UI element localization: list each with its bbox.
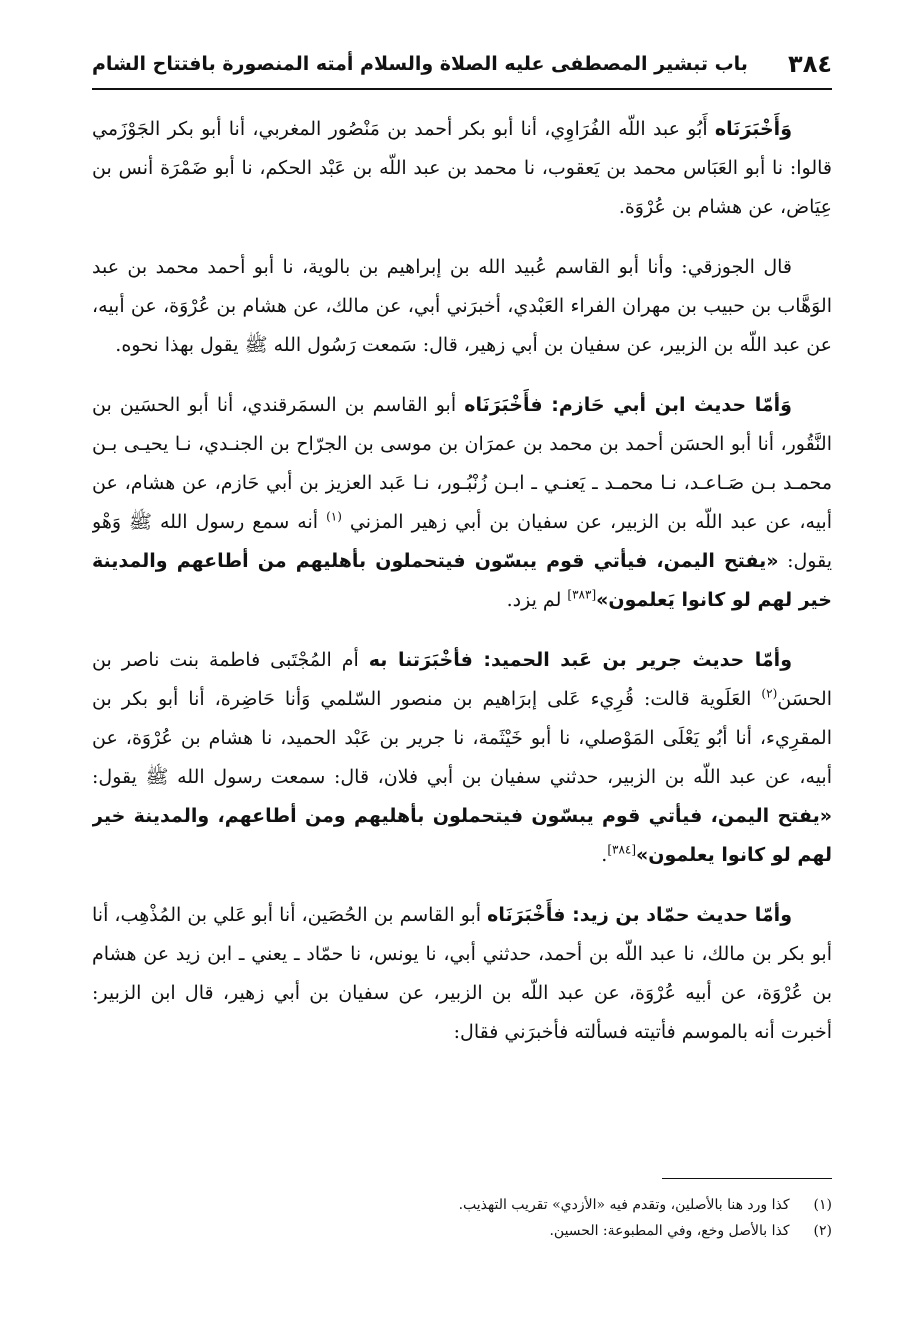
hadith-quote: «يفتح اليمن، فيأتي قوم يبسّون فيتحملون بأهليهم ومن أطاعهم، والمدينة خير لهم لو كانوا يعلمون»: [92, 805, 832, 866]
paragraph-text: أم المُجْتَبى فاطمة بنت ناصر بن الحسَن: [92, 649, 832, 710]
paragraph-5: [92, 896, 832, 1052]
main-text: [92, 110, 832, 1170]
paragraph-lead: وأمّا حديث جرير بن عَبد الحميد: فأخْبَرَتنا به: [368, 649, 793, 671]
hadith-reference: [٣٨٤]: [607, 842, 637, 857]
chapter-title: باب تبشير المصطفى عليه الصلاة والسلام أمته المنصورة بافتتاح الشام: [92, 52, 748, 75]
paragraph-text: قال الجوزقي: وأنا أبو القاسم عُبيد الله بن إبراهيم بن بالوية، نا أبو أحمد محمد بن عبد الوَهَّاب بن حبيب بن مهران الفراء العَبْدي، أخبرَني أبي، عن مالك، عن هشام بن عُرْوَة، عن أبيه، عن عبد اللّه بن الزبير، عن سفيان بن أبي زهير، قال: سَمعت رَسُول الله ﷺ يقول بهذا نحوه.: [92, 256, 832, 356]
footnote-2: [92, 1218, 832, 1244]
footnote-1: [92, 1192, 832, 1218]
paragraph-tail: .: [601, 844, 608, 866]
running-header: [92, 40, 832, 90]
footnote-number: (٢): [813, 1223, 832, 1239]
paragraph-2: [92, 248, 832, 365]
hadith-quote: «يفتح اليمن، فيأتي قوم يبسّون فيتحملون بأهليهم من أطاعهم والمدينة خير لهم لو كانوا يَعلمون»: [92, 550, 832, 611]
footnote-number: (١): [813, 1197, 832, 1213]
paragraph-text-continued: أنه سمع رسول الله ﷺ وَهْو يقول:: [92, 511, 832, 572]
paragraph-lead: وَأَخْبَرَنَاه: [714, 118, 792, 140]
paragraph-4: [92, 641, 832, 875]
paragraph-lead: وَأمّا حديث ابن أبي حَازم: فأَخْبَرَنَاه: [464, 394, 792, 416]
paragraph-text: أبو القاسم بن السمَرقندي، أنا أبو الحسَين بن النَّقُور، أنا أبو الحسَن أحمد بن محمد بن عمرَان بن موسى بن الجرّاح بن الجنـدي، نـا يحيـى بـن محمـد بـن صَـاعـد، نـا محمـد ـ يَعنـي ـ ابـن زُنْبُـور، نـا عَبد العزيز بن أبي حَازم، عن هشام، عن أبيه، عن عبد اللّه بن الزبير، عن سفيان بن أبي زهير المزني: [92, 394, 832, 533]
footnote-text: كذا ورد هنا بالأصلين، وتقدم فيه «الأزدي» تقريب التهذيب.: [458, 1197, 790, 1213]
paragraph-lead: وأمّا حديث حمّاد بن زيد: فأَخْبَرَنَاه: [487, 904, 793, 926]
footnote-marker: (١): [326, 509, 342, 524]
paragraph-tail: لم يزد.: [506, 589, 562, 611]
footnotes: [92, 1192, 832, 1244]
paragraph-text-continued: العَلَوية قالت: قُرِيء عَلى إبرَاهيم بن منصور السّلمي وَأنا حَاضِرة، أنا أبو بكر بن المقرِيء، أنا أبُو يَعْلَى المَوْصلي، نا أبو خَيْثَمة، نا جرير بن عَبْد الحميد، نا هشام بن عُرْوَة، عن أبيه، عن عبد اللّه بن الزبير، حدثني سفيان بن أبي فلان، قال: سمعت رسول الله ﷺ يقول:: [92, 688, 832, 788]
footnote-divider: [662, 1178, 832, 1179]
hadith-reference: [٣٨٣]: [567, 587, 597, 602]
paragraph-text: أَبُو عبد اللّه الفُرَاوِي، أنا أبو بكر أحمد بن مَنْصُور المغربي، أنا أبو بكر الجَوْزَمي قالوا: نا أبو العَبَاس محمد بن يَعقوب، نا محمد بن عبد اللّه بن عَبْد الحكم، نا أبو ضَمْرَة أنس بن عِيَاض، عن هشام بن عُرْوَة.: [92, 118, 832, 218]
page-number: ٣٨٤: [788, 50, 832, 78]
paragraph-text: أبو القاسم بن الحُصَين، أنا أبو عَلي بن المُذْهِب، أنا أبو بكر بن مالك، نا عبد اللّه بن أحمد، حدثني أبي، نا يونس، نا حمّاد ـ يعني ـ ابن زيد عن هشام بن عُرْوَة، عن أبيه عُرْوَة، عن عبد اللّه بن الزبير، عن سفيان بن أبي زهير، قال ابن الزبير: أخبرت أنه بالموسم فأتيته فسألته فأخبرَني فقال:: [92, 904, 832, 1043]
paragraph-1: [92, 110, 832, 227]
paragraph-3: [92, 386, 832, 620]
footnote-text: كذا بالأصل وخ‍ع، وفي المطبوعة: الحسين.: [549, 1223, 790, 1239]
footnote-marker: (٢): [761, 686, 778, 701]
